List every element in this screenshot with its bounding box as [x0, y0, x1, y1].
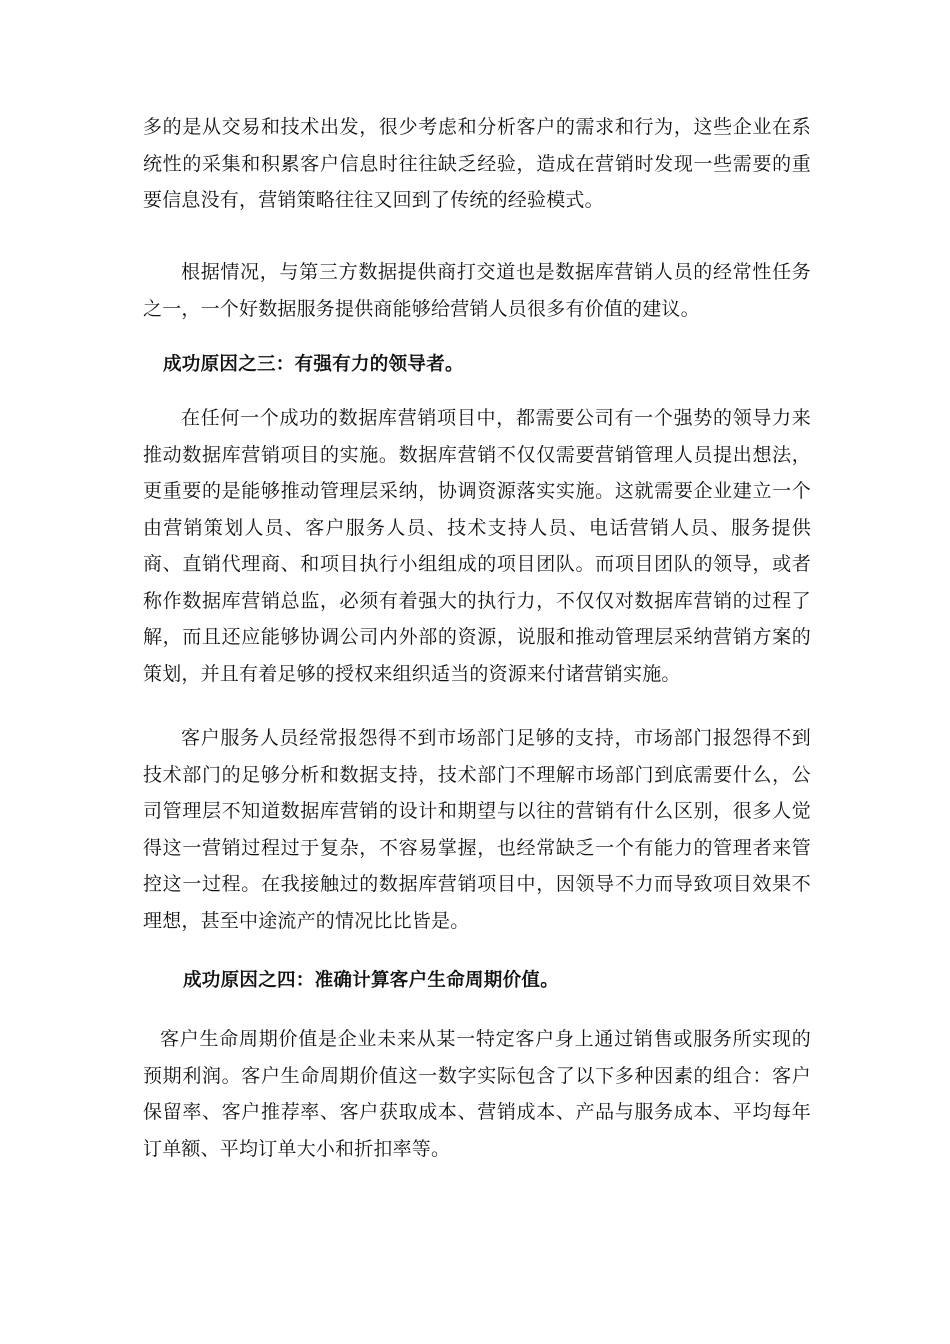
paragraph-third-party-data: 根据情况，与第三方数据提供商打交道也是数据库营销人员的经常性任务之一，一个好数据服务提供商能够给营销人员很多有价值的建议。 [143, 261, 811, 320]
section-heading-three: 成功原因之三：有强有力的领导者。 [163, 354, 464, 375]
paragraph-continuation: 多的是从交易和技术出发，很少考虑和分析客户的需求和行为，这些企业在系统性的采集和积累客户信息时往往缺乏经验，造成在营销时发现一些需要的重要信息没有，营销策略往往又回到了传统的经验模式。 [143, 116, 811, 211]
section-heading-four: 成功原因之四：准确计算客户生命周期价值。 [183, 970, 560, 991]
paragraph-leadership: 在任何一个成功的数据库营销项目中，都需要公司有一个强势的领导力来推动数据库营销项目的实施。数据库营销不仅仅需要营销管理人员提出想法，更重要的是能够推动管理层采纳，协调资源落实实施。这就需要企业建立一个由营销策划人员、客户服务人员、技术支持人员、电话营销人员、服务提供商、直销代理商、和项目执行小组组成的项目团队。而项目团队的领导，或者称作数据库营销总监，必须有着强大的执行力，不仅仅对数据库营销的过程了解，而且还应能够协调公司内外部的资源，说服和推动管理层采纳营销方案的策划，并且有着足够的授权来组织适当的资源来付诸营销实施。 [143, 407, 811, 685]
paragraph-customer-service: 客户服务人员经常报怨得不到市场部门足够的支持，市场部门报怨得不到技术部门的足够分析和数据支持，技术部门不理解市场部门到底需要什么，公司管理层不知道数据库营销的设计和期望与以往的营销有什么区别，很多人觉得这一营销过程过于复杂，不容易掌握，也经常缺乏一个有能力的管理者来管控这一过程。在我接触过的数据库营销项目中，因领导不力而导致项目效果不理想，甚至中途流产的情况比比皆是。 [143, 727, 811, 932]
paragraph-lifetime-value: 客户生命周期价值是企业未来从某一特定客户身上通过销售或服务所实现的预期利润。客户生命周期价值这一数字实际包含了以下多种因素的组合：客户保留率、客户推荐率、客户获取成本、营销成本、产品与服务成本、平均每年订单额、平均订单大小和折扣率等。 [143, 1028, 811, 1160]
